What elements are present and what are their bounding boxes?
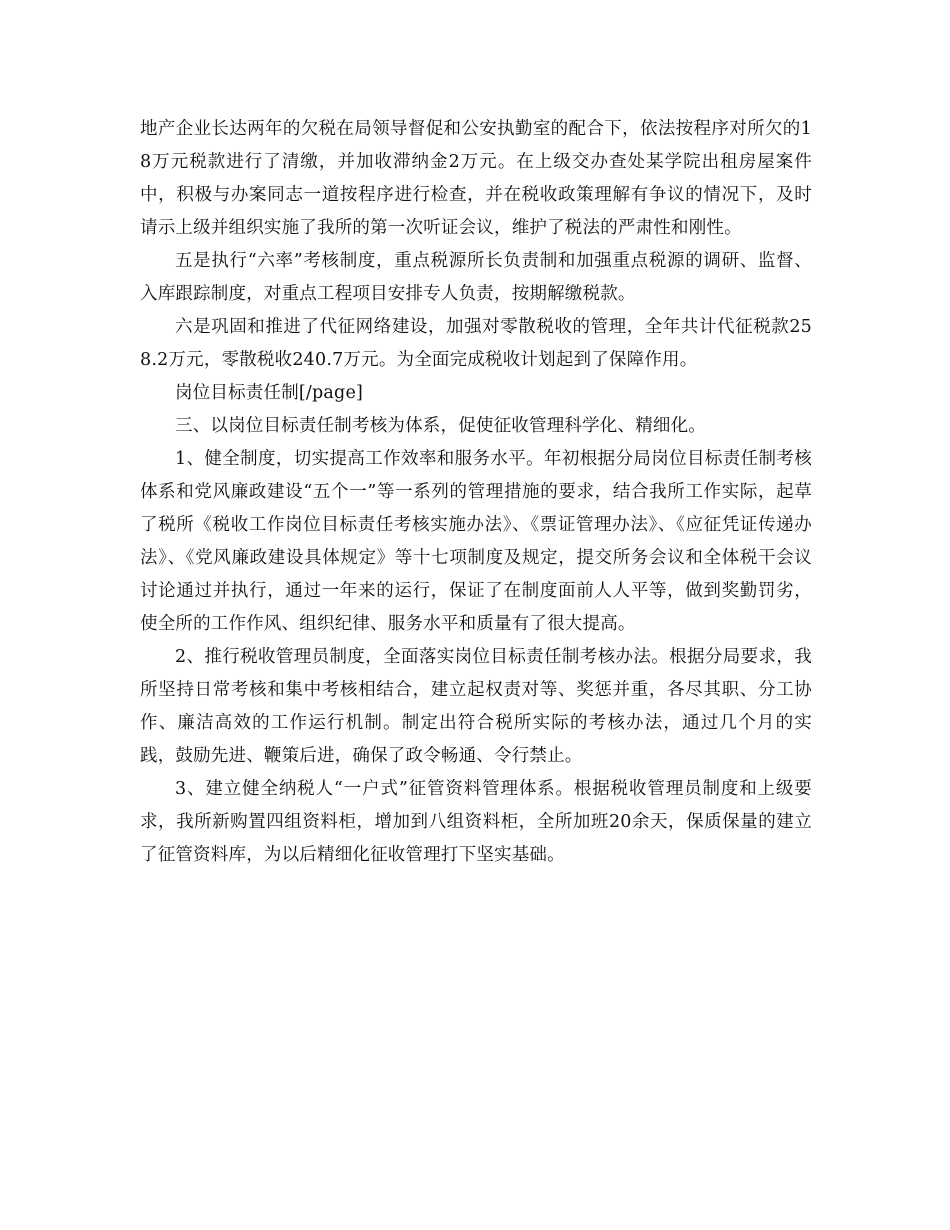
document-body	[140, 113, 812, 872]
section-heading-three: 三、以岗位目标责任制考核为体系，促使征收管理科学化、精细化。	[175, 416, 706, 436]
paragraph-item-five: 五是执行“六率”考核制度，重点税源所长负责制和加强重点税源的调研、监督、入库跟踪制度，对重点工程项目安排专人负责，按期解缴税款。	[140, 251, 812, 304]
paragraph-point-two: 2、推行税收管理员制度，全面落实岗位目标责任制考核办法。根据分局要求，我所坚持日常考核和集中考核相结合，建立起权责对等、奖惩并重，各尽其职、分工协作、廉洁高效的工作运行机制。制定出符合税所实际的考核办法，通过几个月的实践，鼓励先进、鞭策后进，确保了政令畅通、令行禁止。	[140, 647, 812, 766]
paragraph-item-six: 六是巩固和推进了代征网络建设，加强对零散税收的管理，全年共计代征税款258.2万元，零散税收240.7万元。为全面完成税收计划起到了保障作用。	[140, 317, 812, 370]
paragraph-continuation: 地产企业长达两年的欠税在局领导督促和公安执勤室的配合下，依法按程序对所欠的18万元税款进行了清缴，并加收滞纳金2万元。在上级交办查处某学院出租房屋案件中，积极与办案同志一道按程序进行检查，并在税收政策理解有争议的情况下，及时请示上级并组织实施了我所的第一次听证会议，维护了税法的严肃性和刚性。	[140, 119, 812, 238]
paragraph-page-marker: 岗位目标责任制[/page]	[175, 383, 364, 403]
paragraph-point-three: 3、建立健全纳税人“一户式”征管资料管理体系。根据税收管理员制度和上级要求，我所新购置四组资料柜，增加到八组资料柜，全所加班20余天，保质保量的建立了征管资料库，为以后精细化征收管理打下坚实基础。	[140, 779, 812, 865]
paragraph-point-one: 1、健全制度，切实提高工作效率和服务水平。年初根据分局岗位目标责任制考核体系和党风廉政建设“五个一”等一系列的管理措施的要求，结合我所工作实际，起草了税所《税收工作岗位目标责任考核实施办法》、《票证管理办法》、《应征凭证传递办法》、《党风廉政建设具体规定》等十七项制度及规定，提交所务会议和全体税干会议讨论通过并执行，通过一年来的运行，保证了在制度面前人人平等，做到奖勤罚劣，使全所的工作作风、组织纪律、服务水平和质量有了很大提高。	[140, 449, 812, 634]
